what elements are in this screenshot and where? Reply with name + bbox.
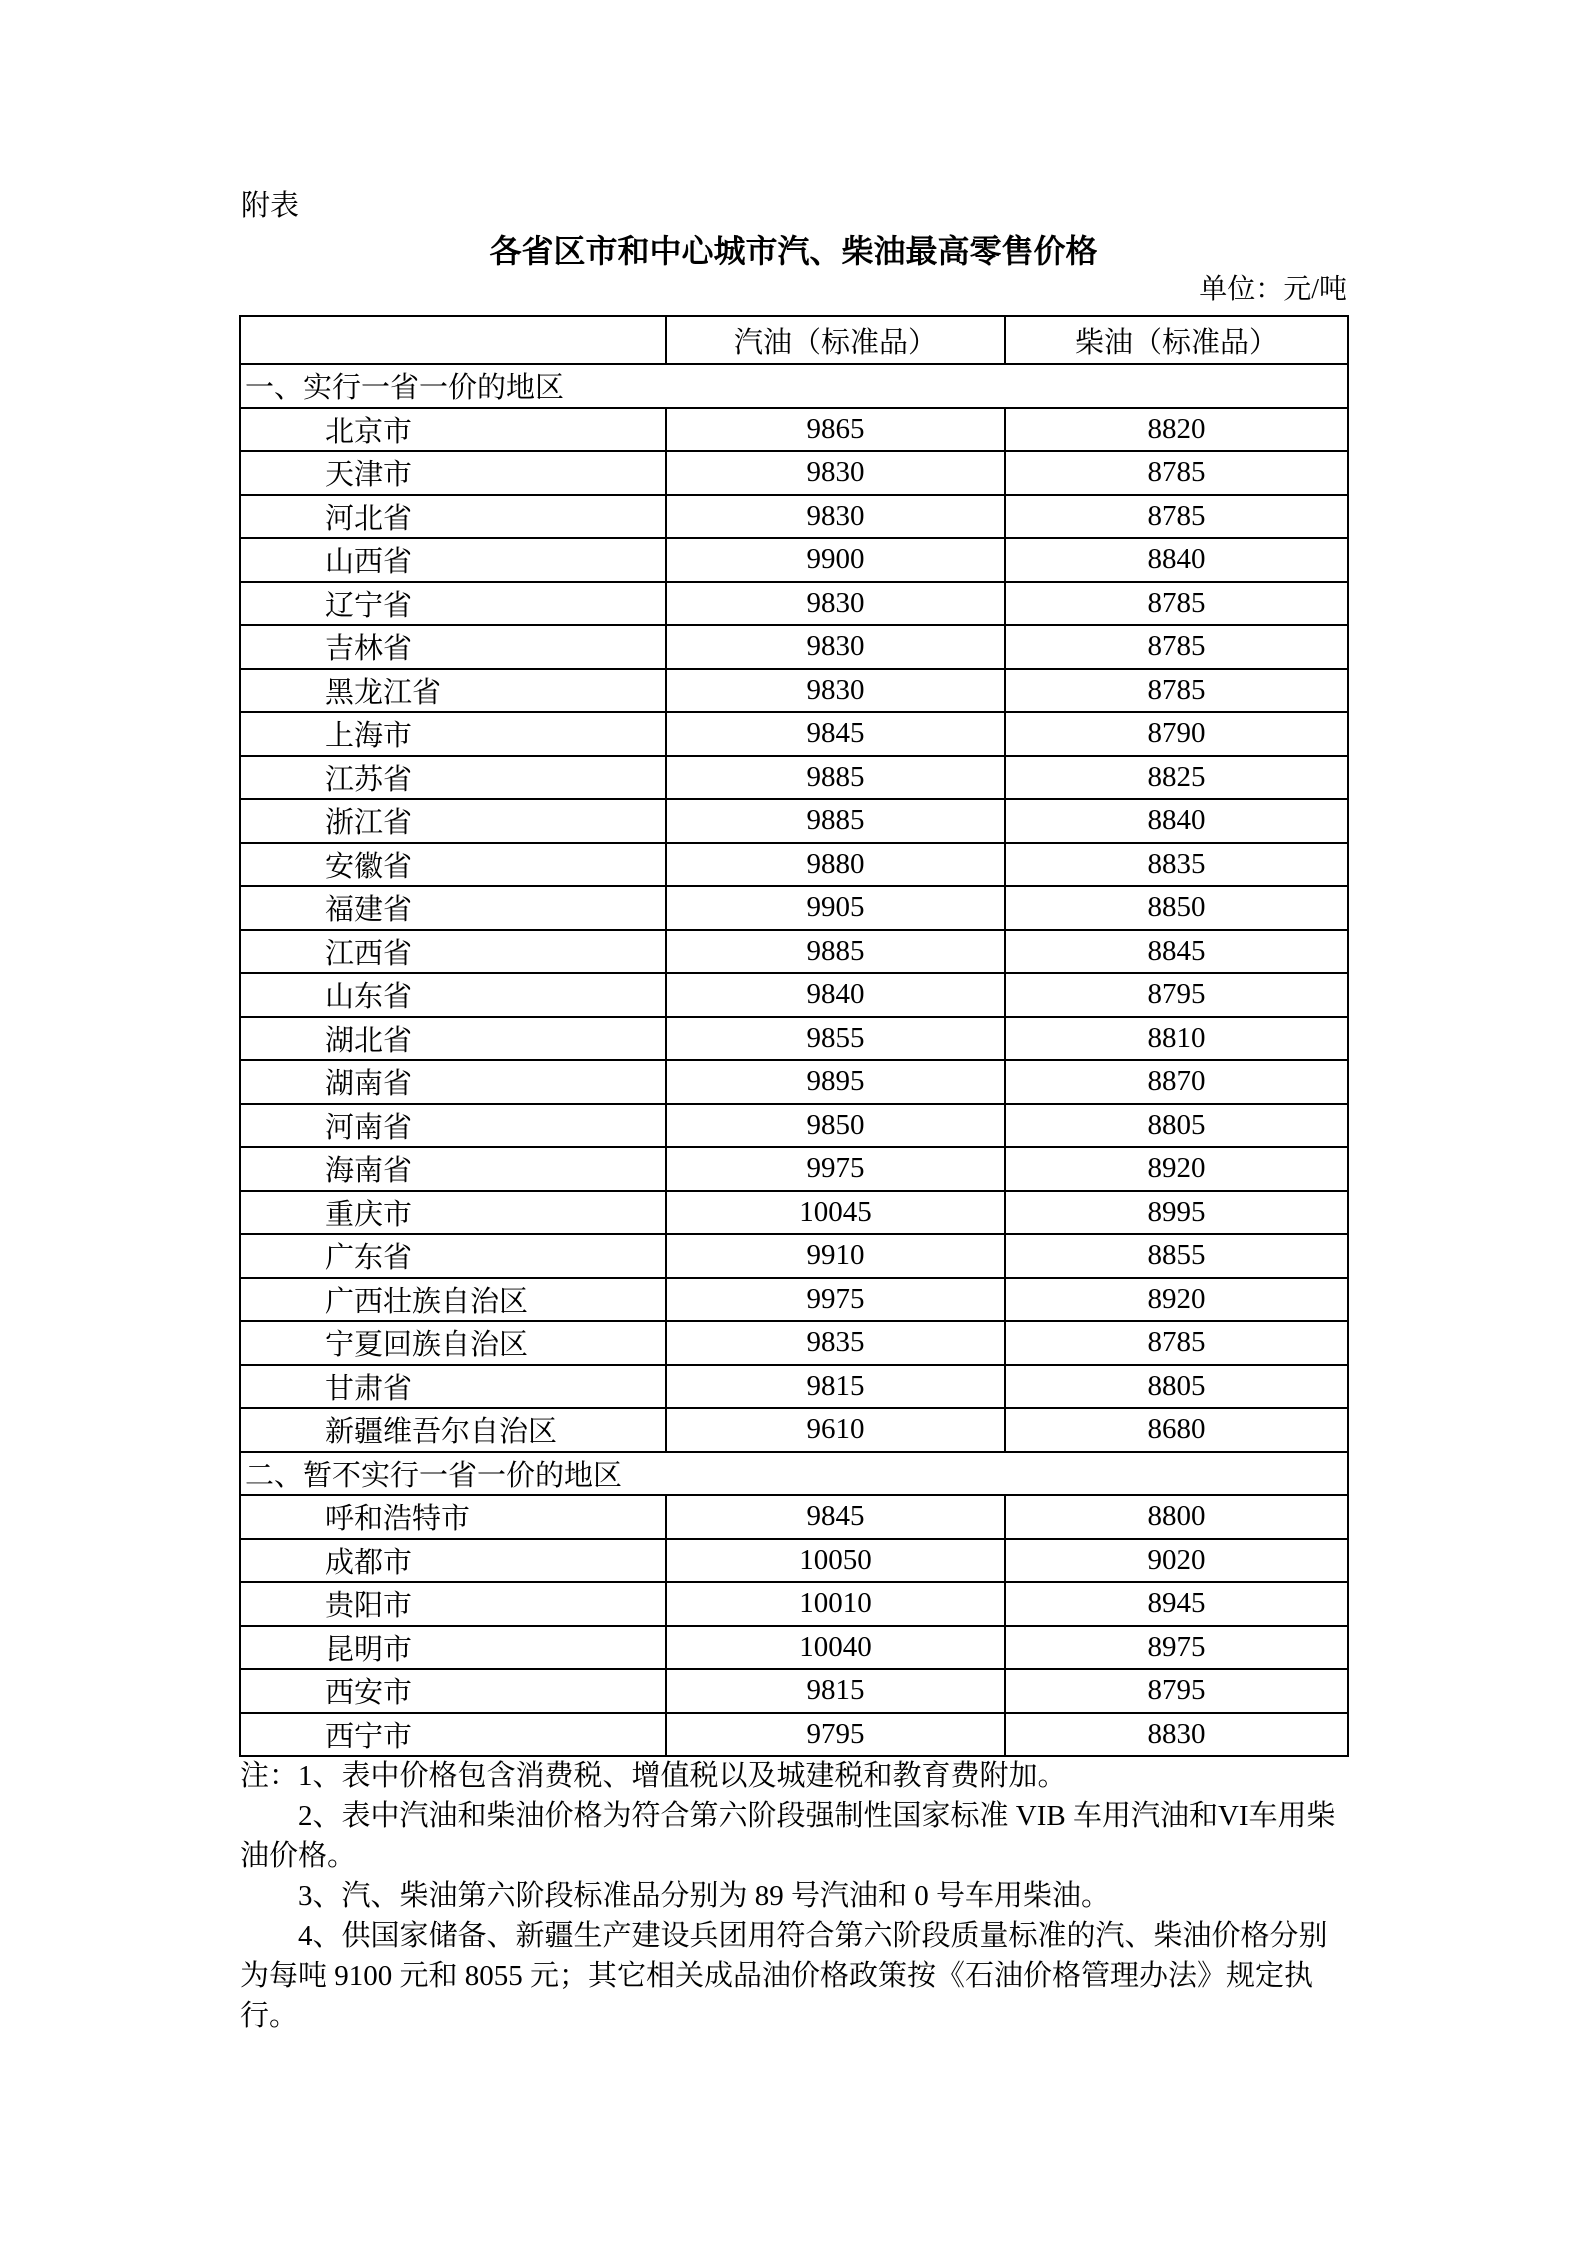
table-row [240,538,1348,582]
gasoline-price: 9905 [666,886,1005,930]
note-line: 2、表中汽油和柴油价格为符合第六阶段强制性国家标准 VIB 车用汽油和VI车用柴油价格。 [240,1800,1336,1872]
table-row [240,930,1348,974]
diesel-price: 8805 [1005,1104,1348,1148]
table-row [240,1234,1348,1278]
table-row [240,886,1348,930]
gasoline-price: 9610 [666,1408,1005,1452]
region-name: 吉林省 [240,625,666,669]
region-name: 山东省 [240,973,666,1017]
table-row [240,1104,1348,1148]
gasoline-price: 9850 [666,1104,1005,1148]
diesel-price: 8850 [1005,886,1348,930]
region-name: 甘肃省 [240,1365,666,1409]
gasoline-price: 9815 [666,1669,1005,1713]
region-name: 江苏省 [240,756,666,800]
gasoline-price: 10010 [666,1582,1005,1626]
section-header-row [240,364,1348,408]
table-row [240,1365,1348,1409]
region-name: 贵阳市 [240,1582,666,1626]
table-row [240,1191,1348,1235]
diesel-price: 8785 [1005,669,1348,713]
attachment-label: 附表 [241,190,300,222]
diesel-price: 8840 [1005,538,1348,582]
diesel-price: 8785 [1005,451,1348,495]
table-row [240,1495,1348,1539]
table-row [240,408,1348,452]
region-name: 河南省 [240,1104,666,1148]
gasoline-price: 10050 [666,1539,1005,1583]
region-name: 西宁市 [240,1713,666,1757]
gasoline-price: 9830 [666,669,1005,713]
diesel-price: 8795 [1005,973,1348,1017]
gasoline-price: 9840 [666,973,1005,1017]
table-row [240,712,1348,756]
gasoline-price: 9975 [666,1278,1005,1322]
table-row [240,1147,1348,1191]
table-row [240,1669,1348,1713]
region-name: 江西省 [240,930,666,974]
diesel-price: 8825 [1005,756,1348,800]
diesel-price: 8785 [1005,495,1348,539]
region-name: 湖南省 [240,1060,666,1104]
table-row [240,756,1348,800]
diesel-price: 8845 [1005,930,1348,974]
table-row [240,1539,1348,1583]
section-header: 二、暂不实行一省一价的地区 [240,1452,1348,1496]
region-name: 北京市 [240,408,666,452]
gasoline-price: 9795 [666,1713,1005,1757]
region-name: 湖北省 [240,1017,666,1061]
gasoline-price: 9900 [666,538,1005,582]
table-header-row [240,316,1348,364]
diesel-price: 8810 [1005,1017,1348,1061]
table-row [240,1060,1348,1104]
region-name: 重庆市 [240,1191,666,1235]
gasoline-price: 9830 [666,451,1005,495]
region-name: 山西省 [240,538,666,582]
gasoline-price: 10045 [666,1191,1005,1235]
diesel-price: 9020 [1005,1539,1348,1583]
diesel-price: 8820 [1005,408,1348,452]
gasoline-price: 9835 [666,1321,1005,1365]
table-row [240,1278,1348,1322]
table-row [240,973,1348,1017]
gasoline-price: 9845 [666,712,1005,756]
unit-label: 单位：元/吨 [1199,274,1347,305]
section-header-row [240,1452,1348,1496]
section-header: 一、实行一省一价的地区 [240,364,1348,408]
diesel-price: 8800 [1005,1495,1348,1539]
table-row [240,669,1348,713]
column-header-gasoline: 汽油（标准品） [666,316,1005,364]
diesel-price: 8785 [1005,1321,1348,1365]
diesel-price: 8855 [1005,1234,1348,1278]
table-row [240,843,1348,887]
region-name: 浙江省 [240,799,666,843]
table-row [240,1626,1348,1670]
gasoline-price: 9885 [666,799,1005,843]
note-line: 3、汽、柴油第六阶段标准品分别为 89 号汽油和 0 号车用柴油。 [298,1880,1111,1912]
diesel-price: 8945 [1005,1582,1348,1626]
region-name: 辽宁省 [240,582,666,626]
gasoline-price: 9895 [666,1060,1005,1104]
region-name: 广东省 [240,1234,666,1278]
diesel-price: 8870 [1005,1060,1348,1104]
diesel-price: 8830 [1005,1713,1348,1757]
gasoline-price: 9855 [666,1017,1005,1061]
table-row [240,1321,1348,1365]
region-name: 河北省 [240,495,666,539]
gasoline-price: 9975 [666,1147,1005,1191]
gasoline-price: 9845 [666,1495,1005,1539]
region-name: 天津市 [240,451,666,495]
region-name: 新疆维吾尔自治区 [240,1408,666,1452]
diesel-price: 8805 [1005,1365,1348,1409]
column-header-diesel: 柴油（标准品） [1005,316,1348,364]
gasoline-price: 9830 [666,582,1005,626]
diesel-price: 8785 [1005,625,1348,669]
table-row [240,451,1348,495]
gasoline-price: 9885 [666,756,1005,800]
table-row [240,582,1348,626]
region-name: 安徽省 [240,843,666,887]
gasoline-price: 9910 [666,1234,1005,1278]
region-name: 呼和浩特市 [240,1495,666,1539]
region-name: 福建省 [240,886,666,930]
table-row [240,1408,1348,1452]
diesel-price: 8920 [1005,1278,1348,1322]
gasoline-price: 9830 [666,495,1005,539]
region-name: 宁夏回族自治区 [240,1321,666,1365]
region-name: 广西壮族自治区 [240,1278,666,1322]
diesel-price: 8795 [1005,1669,1348,1713]
table-row [240,1713,1348,1757]
diesel-price: 8840 [1005,799,1348,843]
gasoline-price: 9885 [666,930,1005,974]
table-row [240,1017,1348,1061]
note-line: 4、供国家储备、新疆生产建设兵团用符合第六阶段质量标准的汽、柴油价格分别为每吨 9100 元和 8055 元；其它相关成品油价格政策按《石油价格管理办法》规定执行。 [240,1920,1328,2032]
page-title: 各省区市和中心城市汽、柴油最高零售价格 [489,233,1098,269]
diesel-price: 8785 [1005,582,1348,626]
diesel-price: 8995 [1005,1191,1348,1235]
table-row [240,799,1348,843]
table-row [240,495,1348,539]
gasoline-price: 9815 [666,1365,1005,1409]
diesel-price: 8920 [1005,1147,1348,1191]
note-line: 注：1、表中价格包含消费税、增值税以及城建税和教育费附加。 [240,1760,1067,1792]
price-table [239,315,1349,1757]
diesel-price: 8975 [1005,1626,1348,1670]
diesel-price: 8835 [1005,843,1348,887]
region-name: 昆明市 [240,1626,666,1670]
region-name: 黑龙江省 [240,669,666,713]
region-name: 海南省 [240,1147,666,1191]
gasoline-price: 9830 [666,625,1005,669]
column-header-region [240,316,666,364]
gasoline-price: 9880 [666,843,1005,887]
notes [240,1756,1350,2036]
table-row [240,625,1348,669]
region-name: 成都市 [240,1539,666,1583]
table-row [240,1582,1348,1626]
gasoline-price: 9865 [666,408,1005,452]
region-name: 西安市 [240,1669,666,1713]
diesel-price: 8680 [1005,1408,1348,1452]
gasoline-price: 10040 [666,1626,1005,1670]
region-name: 上海市 [240,712,666,756]
diesel-price: 8790 [1005,712,1348,756]
